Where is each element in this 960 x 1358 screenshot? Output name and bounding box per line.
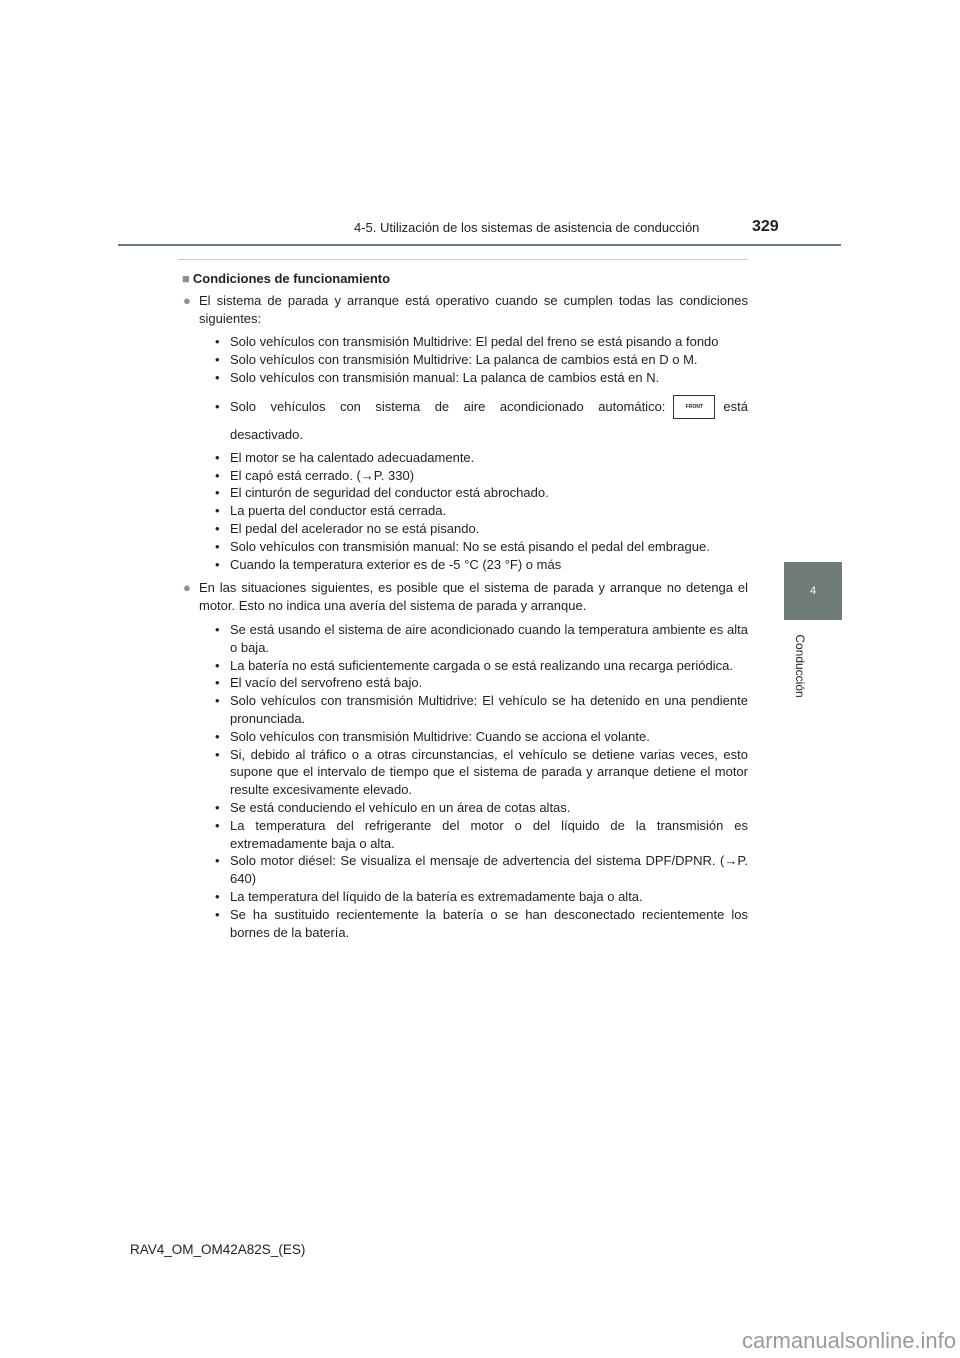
list-item: • Solo vehículos con transmisión Multidrive: La palanca de cambios está en D o M. <box>215 352 698 368</box>
header-rule <box>118 244 841 246</box>
content-rule <box>178 259 748 260</box>
list-item: • El motor se ha calentado adecuadamente. <box>215 449 475 465</box>
list-item: • Si, debido al tráfico o a otras circunstancias, el vehículo se detiene varias veces, esto supone que el intervalo de tiempo que el sistema de parada y arranque detiene el motor resulte excesivamente elevado. <box>215 746 748 798</box>
list-2 <box>182 621 748 941</box>
list-item: • Solo motor diésel: Se visualiza el mensaje de advertencia del sistema DPF/DPNR. (→P. 640) <box>215 853 748 887</box>
list-item: • Cuando la temperatura exterior es de -5 °C (23 °F) o más <box>215 556 562 572</box>
list-item: • Se está usando el sistema de aire acondicionado cuando la temperatura ambiente es alta o baja. <box>215 621 748 655</box>
section-heading <box>182 270 748 288</box>
chapter-tab[interactable]: 4 <box>784 562 842 620</box>
list-1b <box>182 393 748 574</box>
section-title: 4-5. Utilización de los sistemas de asistencia de conducción <box>354 220 700 235</box>
list-item: • Se está conduciendo el vehículo en un área de cotas altas. <box>215 799 571 815</box>
list-item: • Solo vehículos con transmisión Multidrive: El pedal del freno se está pisando a fondo <box>215 334 719 350</box>
footer-code: RAV4_OM_OM42A82S_(ES) <box>130 1242 306 1257</box>
list-item: • Solo vehículos con transmisión Multidrive: Cuando se acciona el volante. <box>215 728 650 744</box>
content <box>182 270 748 947</box>
list-item: • Solo vehículos con transmisión manual: La palanca de cambios está en N. <box>215 369 660 385</box>
list-item: • La batería no está suficientemente cargada o se está realizando una recarga periódica. <box>215 657 733 673</box>
list-item: • El pedal del acelerador no se está pisando. <box>215 520 480 536</box>
list-item: • El capó está cerrado. (→P. 330) <box>215 467 415 483</box>
list-item: • Solo vehículos con transmisión Multidrive: El vehículo se ha detenido en una pendiente pronunciada. <box>215 693 748 726</box>
front-defogger-button-icon: FRONT <box>673 395 715 419</box>
watermark: carmanualsonline.info <box>742 1328 957 1353</box>
list-item: • El cinturón de seguridad del conductor está abrochado. <box>215 485 549 501</box>
bullet-1 <box>182 292 748 328</box>
list-item: • La puerta del conductor está cerrada. <box>215 503 447 519</box>
page-number: 329 <box>752 218 779 235</box>
bullet-text: El sistema de parada y arranque está operativo cuando se cumplen todas las condiciones siguientes: <box>199 292 748 326</box>
bullet-2 <box>182 579 748 615</box>
list-item: • La temperatura del líquido de la batería es extremadamente baja o alta. <box>215 888 643 904</box>
circle-bullet-icon: ● <box>183 292 191 308</box>
list-item: • Solo vehículos con sistema de aire acondicionado automático: FRONT está desactivado. <box>182 393 748 449</box>
bullet-text: En las situaciones siguientes, es posible que el sistema de parada y arranque no detenga el motor. Esto no indica una avería del sistema de parada y arranque. <box>199 580 748 614</box>
list-1 <box>182 333 748 386</box>
chapter-label: Conducción <box>793 634 807 698</box>
square-icon: ■ <box>182 271 190 286</box>
circle-bullet-icon: ● <box>183 580 191 596</box>
list-item: • La temperatura del refrigerante del motor o del líquido de la transmisión es extremadamente baja o alta. <box>215 817 748 851</box>
heading-text: Condiciones de funcionamiento <box>192 271 391 286</box>
list-item: • Solo vehículos con transmisión manual: No se está pisando el pedal del embrague. <box>215 538 710 554</box>
list-item: • El vacío del servofreno está bajo. <box>215 675 423 691</box>
list-item: • Se ha sustituido recientemente la batería o se han desconectado recientemente los bornes de la batería. <box>215 906 748 940</box>
